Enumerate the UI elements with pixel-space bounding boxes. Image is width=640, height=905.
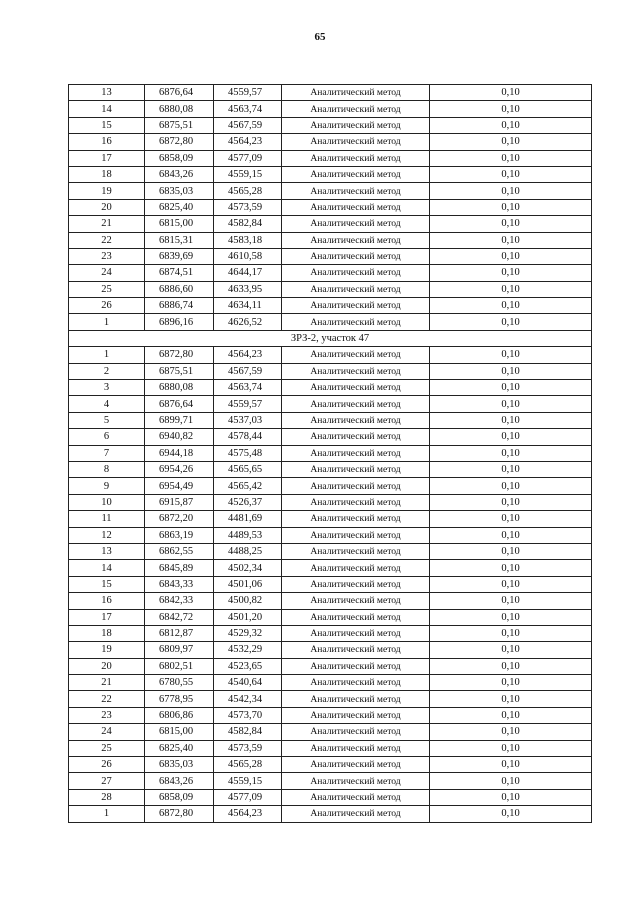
table-row <box>69 527 592 543</box>
precision-cell: 0,10 <box>430 85 592 101</box>
precision-cell: 0,10 <box>430 298 592 314</box>
y-coordinate-cell: 4626,52 <box>214 314 282 330</box>
x-coordinate-cell: 6835,03 <box>145 757 214 773</box>
table-row <box>69 298 592 314</box>
precision-cell: 0,10 <box>430 691 592 707</box>
x-coordinate-cell: 6880,08 <box>145 380 214 396</box>
point-number-cell: 27 <box>69 773 145 789</box>
table-row <box>69 543 592 559</box>
y-coordinate-cell: 4573,59 <box>214 199 282 215</box>
y-coordinate-cell: 4532,29 <box>214 642 282 658</box>
table-row <box>69 117 592 133</box>
x-coordinate-cell: 6872,80 <box>145 134 214 150</box>
precision-cell: 0,10 <box>430 265 592 281</box>
method-cell: Аналитический метод <box>282 281 430 297</box>
y-coordinate-cell: 4502,34 <box>214 560 282 576</box>
precision-cell: 0,10 <box>430 658 592 674</box>
precision-cell: 0,10 <box>430 707 592 723</box>
point-number-cell: 4 <box>69 396 145 412</box>
y-coordinate-cell: 4567,59 <box>214 117 282 133</box>
point-number-cell: 13 <box>69 543 145 559</box>
x-coordinate-cell: 6875,51 <box>145 363 214 379</box>
method-cell: Аналитический метод <box>282 265 430 281</box>
table-row <box>69 609 592 625</box>
x-coordinate-cell: 6780,55 <box>145 675 214 691</box>
x-coordinate-cell: 6815,00 <box>145 724 214 740</box>
x-coordinate-cell: 6815,31 <box>145 232 214 248</box>
method-cell: Аналитический метод <box>282 166 430 182</box>
y-coordinate-cell: 4559,15 <box>214 773 282 789</box>
precision-cell: 0,10 <box>430 380 592 396</box>
precision-cell: 0,10 <box>430 166 592 182</box>
point-number-cell: 20 <box>69 658 145 674</box>
precision-cell: 0,10 <box>430 396 592 412</box>
y-coordinate-cell: 4526,37 <box>214 494 282 510</box>
point-number-cell: 3 <box>69 380 145 396</box>
table-row <box>69 724 592 740</box>
point-number-cell: 28 <box>69 789 145 805</box>
method-cell: Аналитический метод <box>282 691 430 707</box>
method-cell: Аналитический метод <box>282 232 430 248</box>
table-row <box>69 691 592 707</box>
table-row <box>69 314 592 330</box>
point-number-cell: 15 <box>69 117 145 133</box>
y-coordinate-cell: 4523,65 <box>214 658 282 674</box>
x-coordinate-cell: 6842,33 <box>145 593 214 609</box>
precision-cell: 0,10 <box>430 740 592 756</box>
table-row <box>69 347 592 363</box>
x-coordinate-cell: 6843,26 <box>145 773 214 789</box>
table-row <box>69 642 592 658</box>
point-number-cell: 13 <box>69 85 145 101</box>
precision-cell: 0,10 <box>430 642 592 658</box>
table-row <box>69 707 592 723</box>
precision-cell: 0,10 <box>430 593 592 609</box>
method-cell: Аналитический метод <box>282 527 430 543</box>
table-row <box>69 85 592 101</box>
y-coordinate-cell: 4577,09 <box>214 789 282 805</box>
table-row <box>69 576 592 592</box>
precision-cell: 0,10 <box>430 117 592 133</box>
method-cell: Аналитический метод <box>282 757 430 773</box>
point-number-cell: 11 <box>69 511 145 527</box>
method-cell: Аналитический метод <box>282 363 430 379</box>
method-cell: Аналитический метод <box>282 183 430 199</box>
y-coordinate-cell: 4610,58 <box>214 248 282 264</box>
table-row <box>69 658 592 674</box>
table-row <box>69 134 592 150</box>
method-cell: Аналитический метод <box>282 789 430 805</box>
table-row <box>69 593 592 609</box>
method-cell: Аналитический метод <box>282 298 430 314</box>
precision-cell: 0,10 <box>430 560 592 576</box>
point-number-cell: 23 <box>69 707 145 723</box>
y-coordinate-cell: 4633,95 <box>214 281 282 297</box>
y-coordinate-cell: 4559,57 <box>214 85 282 101</box>
point-number-cell: 17 <box>69 150 145 166</box>
method-cell: Аналитический метод <box>282 347 430 363</box>
point-number-cell: 1 <box>69 314 145 330</box>
x-coordinate-cell: 6806,86 <box>145 707 214 723</box>
table-row <box>69 363 592 379</box>
point-number-cell: 24 <box>69 724 145 740</box>
y-coordinate-cell: 4577,09 <box>214 150 282 166</box>
y-coordinate-cell: 4563,74 <box>214 380 282 396</box>
table-row <box>69 396 592 412</box>
method-cell: Аналитический метод <box>282 216 430 232</box>
precision-cell: 0,10 <box>430 494 592 510</box>
precision-cell: 0,10 <box>430 461 592 477</box>
precision-cell: 0,10 <box>430 281 592 297</box>
table-row <box>69 461 592 477</box>
precision-cell: 0,10 <box>430 429 592 445</box>
x-coordinate-cell: 6825,40 <box>145 740 214 756</box>
table-row <box>69 166 592 182</box>
x-coordinate-cell: 6954,49 <box>145 478 214 494</box>
precision-cell: 0,10 <box>430 478 592 494</box>
method-cell: Аналитический метод <box>282 724 430 740</box>
method-cell: Аналитический метод <box>282 85 430 101</box>
point-number-cell: 22 <box>69 232 145 248</box>
y-coordinate-cell: 4564,23 <box>214 347 282 363</box>
x-coordinate-cell: 6778,95 <box>145 691 214 707</box>
table-row <box>69 494 592 510</box>
table-row <box>69 216 592 232</box>
x-coordinate-cell: 6845,89 <box>145 560 214 576</box>
precision-cell: 0,10 <box>430 183 592 199</box>
table-row <box>69 265 592 281</box>
method-cell: Аналитический метод <box>282 478 430 494</box>
precision-cell: 0,10 <box>430 101 592 117</box>
point-number-cell: 2 <box>69 363 145 379</box>
y-coordinate-cell: 4582,84 <box>214 216 282 232</box>
y-coordinate-cell: 4501,20 <box>214 609 282 625</box>
point-number-cell: 8 <box>69 461 145 477</box>
x-coordinate-cell: 6876,64 <box>145 396 214 412</box>
method-cell: Аналитический метод <box>282 150 430 166</box>
x-coordinate-cell: 6835,03 <box>145 183 214 199</box>
precision-cell: 0,10 <box>430 248 592 264</box>
point-number-cell: 24 <box>69 265 145 281</box>
section-header-row <box>69 330 592 346</box>
precision-cell: 0,10 <box>430 576 592 592</box>
table-row <box>69 625 592 641</box>
method-cell: Аналитический метод <box>282 461 430 477</box>
point-number-cell: 16 <box>69 134 145 150</box>
method-cell: Аналитический метод <box>282 199 430 215</box>
x-coordinate-cell: 6842,72 <box>145 609 214 625</box>
point-number-cell: 20 <box>69 199 145 215</box>
point-number-cell: 18 <box>69 166 145 182</box>
point-number-cell: 26 <box>69 298 145 314</box>
y-coordinate-cell: 4537,03 <box>214 412 282 428</box>
x-coordinate-cell: 6812,87 <box>145 625 214 641</box>
table-row <box>69 183 592 199</box>
point-number-cell: 25 <box>69 740 145 756</box>
method-cell: Аналитический метод <box>282 675 430 691</box>
point-number-cell: 10 <box>69 494 145 510</box>
precision-cell: 0,10 <box>430 609 592 625</box>
point-number-cell: 9 <box>69 478 145 494</box>
table-row <box>69 248 592 264</box>
y-coordinate-cell: 4565,65 <box>214 461 282 477</box>
method-cell: Аналитический метод <box>282 609 430 625</box>
point-number-cell: 17 <box>69 609 145 625</box>
method-cell: Аналитический метод <box>282 396 430 412</box>
x-coordinate-cell: 6843,26 <box>145 166 214 182</box>
table-row <box>69 281 592 297</box>
y-coordinate-cell: 4578,44 <box>214 429 282 445</box>
method-cell: Аналитический метод <box>282 494 430 510</box>
x-coordinate-cell: 6896,16 <box>145 314 214 330</box>
x-coordinate-cell: 6872,80 <box>145 806 214 822</box>
precision-cell: 0,10 <box>430 412 592 428</box>
precision-cell: 0,10 <box>430 232 592 248</box>
point-number-cell: 19 <box>69 183 145 199</box>
table-row <box>69 150 592 166</box>
precision-cell: 0,10 <box>430 216 592 232</box>
method-cell: Аналитический метод <box>282 117 430 133</box>
precision-cell: 0,10 <box>430 511 592 527</box>
y-coordinate-cell: 4501,06 <box>214 576 282 592</box>
precision-cell: 0,10 <box>430 543 592 559</box>
table-row <box>69 675 592 691</box>
coordinates-table-body <box>69 85 592 823</box>
method-cell: Аналитический метод <box>282 707 430 723</box>
y-coordinate-cell: 4540,64 <box>214 675 282 691</box>
method-cell: Аналитический метод <box>282 593 430 609</box>
precision-cell: 0,10 <box>430 757 592 773</box>
precision-cell: 0,10 <box>430 527 592 543</box>
precision-cell: 0,10 <box>430 625 592 641</box>
table-row <box>69 445 592 461</box>
method-cell: Аналитический метод <box>282 625 430 641</box>
method-cell: Аналитический метод <box>282 134 430 150</box>
method-cell: Аналитический метод <box>282 740 430 756</box>
point-number-cell: 14 <box>69 101 145 117</box>
precision-cell: 0,10 <box>430 363 592 379</box>
x-coordinate-cell: 6839,69 <box>145 248 214 264</box>
table-row <box>69 806 592 822</box>
y-coordinate-cell: 4489,53 <box>214 527 282 543</box>
y-coordinate-cell: 4500,82 <box>214 593 282 609</box>
section-title: ЗРЗ-2, участок 47 <box>69 330 592 346</box>
method-cell: Аналитический метод <box>282 429 430 445</box>
method-cell: Аналитический метод <box>282 543 430 559</box>
x-coordinate-cell: 6872,80 <box>145 347 214 363</box>
method-cell: Аналитический метод <box>282 248 430 264</box>
precision-cell: 0,10 <box>430 445 592 461</box>
method-cell: Аналитический метод <box>282 773 430 789</box>
method-cell: Аналитический метод <box>282 658 430 674</box>
y-coordinate-cell: 4565,28 <box>214 757 282 773</box>
precision-cell: 0,10 <box>430 789 592 805</box>
table-row <box>69 199 592 215</box>
precision-cell: 0,10 <box>430 773 592 789</box>
point-number-cell: 16 <box>69 593 145 609</box>
precision-cell: 0,10 <box>430 724 592 740</box>
y-coordinate-cell: 4573,59 <box>214 740 282 756</box>
y-coordinate-cell: 4644,17 <box>214 265 282 281</box>
x-coordinate-cell: 6825,40 <box>145 199 214 215</box>
precision-cell: 0,10 <box>430 806 592 822</box>
x-coordinate-cell: 6880,08 <box>145 101 214 117</box>
table-row <box>69 101 592 117</box>
table-row <box>69 511 592 527</box>
page-number: 65 <box>314 31 326 43</box>
y-coordinate-cell: 4529,32 <box>214 625 282 641</box>
coordinates-table <box>68 84 592 823</box>
table-row <box>69 429 592 445</box>
x-coordinate-cell: 6875,51 <box>145 117 214 133</box>
method-cell: Аналитический метод <box>282 445 430 461</box>
x-coordinate-cell: 6940,82 <box>145 429 214 445</box>
x-coordinate-cell: 6843,33 <box>145 576 214 592</box>
x-coordinate-cell: 6802,51 <box>145 658 214 674</box>
x-coordinate-cell: 6954,26 <box>145 461 214 477</box>
y-coordinate-cell: 4583,18 <box>214 232 282 248</box>
precision-cell: 0,10 <box>430 347 592 363</box>
table-row <box>69 757 592 773</box>
x-coordinate-cell: 6915,87 <box>145 494 214 510</box>
method-cell: Аналитический метод <box>282 412 430 428</box>
x-coordinate-cell: 6944,18 <box>145 445 214 461</box>
x-coordinate-cell: 6886,60 <box>145 281 214 297</box>
y-coordinate-cell: 4542,34 <box>214 691 282 707</box>
point-number-cell: 15 <box>69 576 145 592</box>
y-coordinate-cell: 4488,25 <box>214 543 282 559</box>
point-number-cell: 26 <box>69 757 145 773</box>
y-coordinate-cell: 4573,70 <box>214 707 282 723</box>
y-coordinate-cell: 4559,15 <box>214 166 282 182</box>
point-number-cell: 18 <box>69 625 145 641</box>
method-cell: Аналитический метод <box>282 380 430 396</box>
precision-cell: 0,10 <box>430 134 592 150</box>
method-cell: Аналитический метод <box>282 511 430 527</box>
point-number-cell: 22 <box>69 691 145 707</box>
precision-cell: 0,10 <box>430 150 592 166</box>
y-coordinate-cell: 4563,74 <box>214 101 282 117</box>
table-row <box>69 789 592 805</box>
point-number-cell: 19 <box>69 642 145 658</box>
point-number-cell: 21 <box>69 216 145 232</box>
table-row <box>69 560 592 576</box>
x-coordinate-cell: 6815,00 <box>145 216 214 232</box>
table-row <box>69 412 592 428</box>
y-coordinate-cell: 4575,48 <box>214 445 282 461</box>
y-coordinate-cell: 4564,23 <box>214 134 282 150</box>
y-coordinate-cell: 4582,84 <box>214 724 282 740</box>
x-coordinate-cell: 6858,09 <box>145 789 214 805</box>
point-number-cell: 1 <box>69 806 145 822</box>
precision-cell: 0,10 <box>430 199 592 215</box>
x-coordinate-cell: 6886,74 <box>145 298 214 314</box>
point-number-cell: 14 <box>69 560 145 576</box>
y-coordinate-cell: 4564,23 <box>214 806 282 822</box>
point-number-cell: 1 <box>69 347 145 363</box>
point-number-cell: 21 <box>69 675 145 691</box>
x-coordinate-cell: 6899,71 <box>145 412 214 428</box>
table-row <box>69 478 592 494</box>
method-cell: Аналитический метод <box>282 560 430 576</box>
method-cell: Аналитический метод <box>282 642 430 658</box>
y-coordinate-cell: 4481,69 <box>214 511 282 527</box>
x-coordinate-cell: 6809,97 <box>145 642 214 658</box>
y-coordinate-cell: 4559,57 <box>214 396 282 412</box>
precision-cell: 0,10 <box>430 314 592 330</box>
y-coordinate-cell: 4565,28 <box>214 183 282 199</box>
table-row <box>69 773 592 789</box>
point-number-cell: 6 <box>69 429 145 445</box>
precision-cell: 0,10 <box>430 675 592 691</box>
table-row <box>69 232 592 248</box>
table-row <box>69 380 592 396</box>
x-coordinate-cell: 6863,19 <box>145 527 214 543</box>
y-coordinate-cell: 4567,59 <box>214 363 282 379</box>
y-coordinate-cell: 4634,11 <box>214 298 282 314</box>
x-coordinate-cell: 6858,09 <box>145 150 214 166</box>
point-number-cell: 7 <box>69 445 145 461</box>
point-number-cell: 12 <box>69 527 145 543</box>
x-coordinate-cell: 6874,51 <box>145 265 214 281</box>
table-row <box>69 740 592 756</box>
x-coordinate-cell: 6876,64 <box>145 85 214 101</box>
method-cell: Аналитический метод <box>282 806 430 822</box>
x-coordinate-cell: 6862,55 <box>145 543 214 559</box>
x-coordinate-cell: 6872,20 <box>145 511 214 527</box>
y-coordinate-cell: 4565,42 <box>214 478 282 494</box>
method-cell: Аналитический метод <box>282 576 430 592</box>
point-number-cell: 23 <box>69 248 145 264</box>
point-number-cell: 25 <box>69 281 145 297</box>
point-number-cell: 5 <box>69 412 145 428</box>
method-cell: Аналитический метод <box>282 314 430 330</box>
method-cell: Аналитический метод <box>282 101 430 117</box>
